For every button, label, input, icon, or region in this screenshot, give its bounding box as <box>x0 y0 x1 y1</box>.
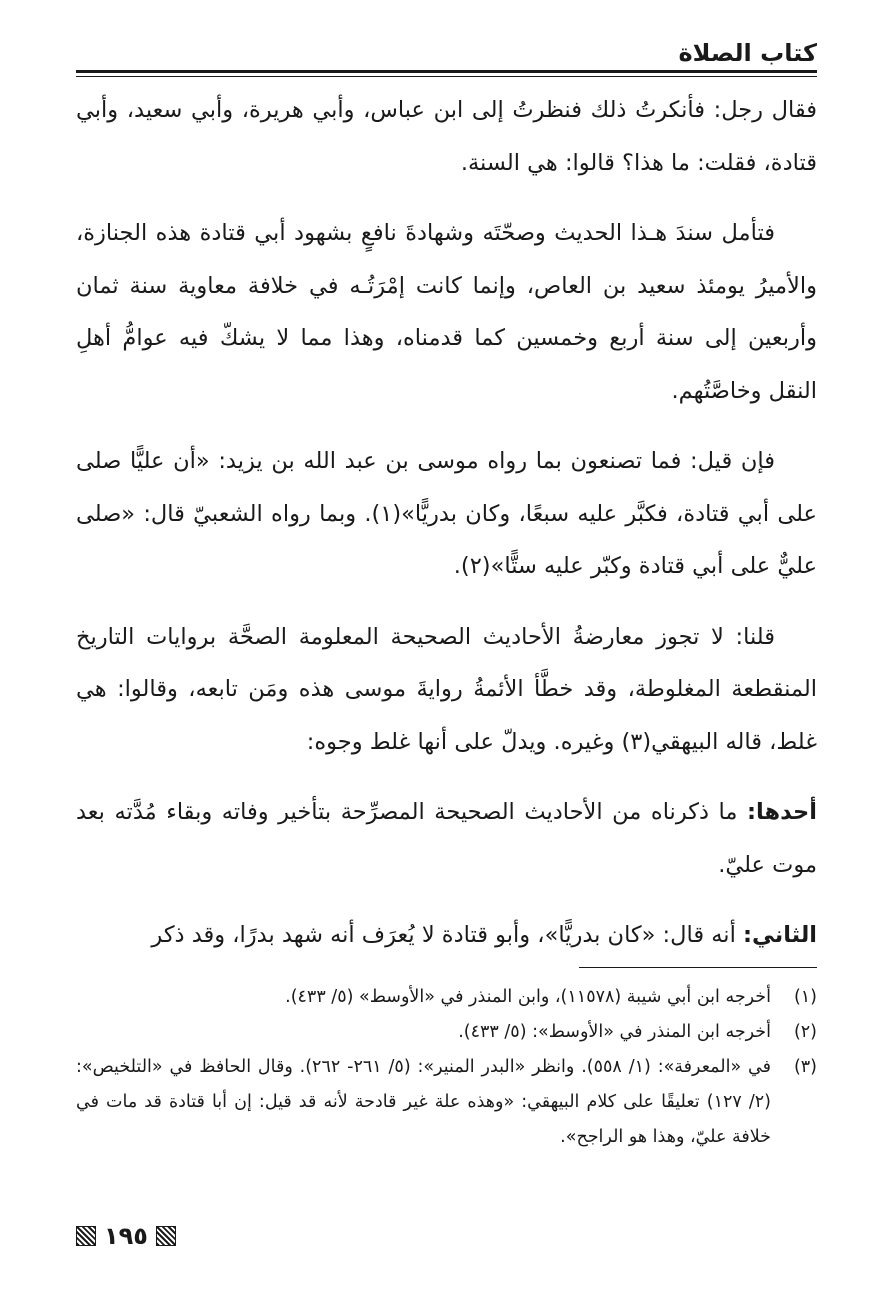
paragraph-4: قلنا: لا تجوز معارضةُ الأحاديث الصحيحة المعلومة الصحَّة بروايات التاريخ المنقطعة المغلوطة، وقد خطَّأ الأئمةُ روايةَ موسى هذه ومَن تابعه، وقالوا: هي غلط، قاله البيهقي(٣) وغيره. ويدلّ على أنها غلط وجوه: <box>76 623 817 755</box>
paragraph-6 <box>76 909 817 962</box>
paragraph-5-text: ما ذكرناه من الأحاديث الصحيحة المصرِّحة بتأخير وفاته وبقاء مُدَّته بعد موت عليّ. <box>76 799 817 878</box>
main-text <box>76 84 817 980</box>
paragraph-5-lead: أحدها: <box>747 799 817 825</box>
paragraph-5 <box>76 786 817 891</box>
footnote-3 <box>76 1050 817 1155</box>
paragraph-6-text: أنه قال: «كان بدريًّا»، وأبو قتادة لا يُعرَف أنه شهد بدرًا، وقد ذكر <box>151 922 743 948</box>
paragraph-2: فتأمل سندَ هـذا الحديث وصحّتَه وشهادةَ نافعٍ بشهود أبي قتادة هذه الجنازة، والأميرُ يومئذ سعيد بن العاص، وإنما كانت إمْرَتُـه في خلافة معاوية سنة ثمان وأربعين إلى سنة أربع وخمسين كما قدمناه، وهذا مما لا يشكّ فيه عوامُّ أهلِ النقل وخاصَّتُهم. <box>76 220 817 404</box>
paragraph-1: فقال رجل: فأنكرتُ ذلك فنظرتُ إلى ابن عباس، وأبي هريرة، وأبي سعيد، وأبي قتادة، فقلت: ما هذا؟ قالوا: هي السنة. <box>76 97 817 176</box>
footnote-text: في «المعرفة»: (١/ ٥٥٨). وانظر «البدر المنير»: (٥/ ٢٦١- ٢٦٢). وقال الحافظ في «التلخيص»: (٢/ ١٢٧) تعليقًا على كلام البيهقي: «وهذه علة غير قادحة لأنه قد قيل: إن أبا قتادة قد مات في خلافة عليّ، وهذا هو الراجح». <box>76 1057 771 1147</box>
header-rule-thin <box>76 76 817 77</box>
footnotes <box>76 980 817 1155</box>
paragraph-6-lead: الثاني: <box>742 922 817 948</box>
ornament-icon <box>76 1226 96 1246</box>
page-number-block <box>76 1222 176 1250</box>
header-rule-thick <box>76 70 817 73</box>
page-number: ١٩٥ <box>104 1222 148 1250</box>
footnote-separator <box>579 967 817 968</box>
footnote-number: (٣) <box>793 1057 817 1077</box>
footnote-1 <box>76 980 817 1015</box>
running-header-title: كتاب الصلاة <box>678 39 817 67</box>
footnote-text: أخرجه ابن المنذر في «الأوسط»: (٥/ ٤٣٣). <box>458 1022 771 1042</box>
footnote-2 <box>76 1015 817 1050</box>
ornament-icon <box>156 1226 176 1246</box>
paragraph-3: فإن قيل: فما تصنعون بما رواه موسى بن عبد الله بن يزيد: «أن عليًّا صلى على أبي قتادة، فكبَّر عليه سبعًا، وكان بدريًّا»(١). وبما رواه الشعبيّ قال: «صلى عليٌّ على أبي قتادة وكبّر عليه ستًّا»(٢). <box>76 448 817 579</box>
footnote-text: أخرجه ابن أبي شيبة (١١٥٧٨)، وابن المنذر في «الأوسط» (٥/ ٤٣٣). <box>285 987 771 1007</box>
footnote-number: (٢) <box>793 1022 817 1042</box>
footnote-number: (١) <box>793 987 817 1007</box>
